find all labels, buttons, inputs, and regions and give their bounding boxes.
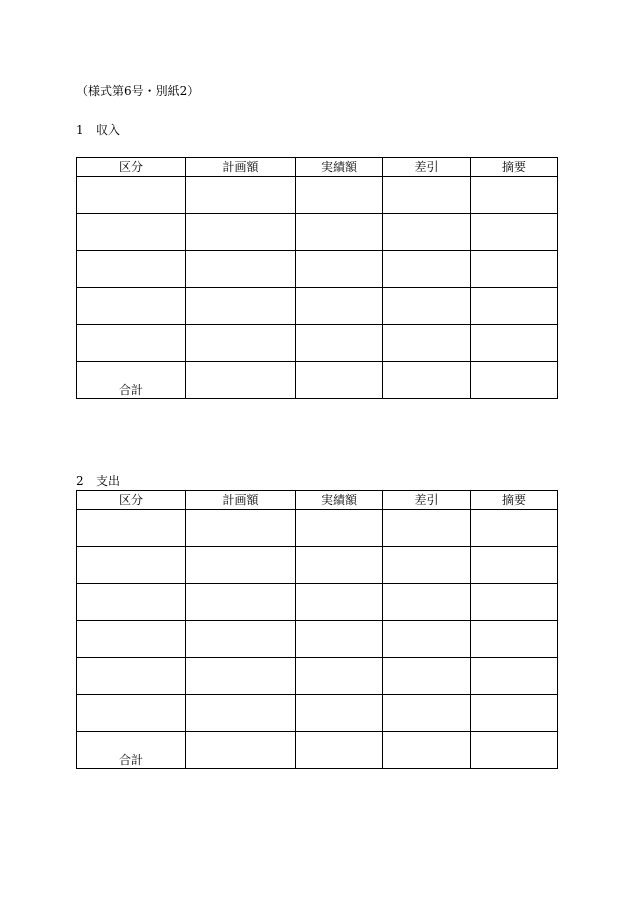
table-cell[interactable] xyxy=(186,658,296,695)
table-cell[interactable] xyxy=(471,362,558,399)
table-row xyxy=(77,658,558,695)
income-header-row xyxy=(77,158,558,177)
table-cell[interactable] xyxy=(383,658,471,695)
table-cell[interactable] xyxy=(471,214,558,251)
table-cell[interactable] xyxy=(471,251,558,288)
table-cell[interactable] xyxy=(471,732,558,769)
table-cell[interactable] xyxy=(186,325,296,362)
table-cell[interactable] xyxy=(77,658,186,695)
expense-header-planned: 計画額 xyxy=(186,491,296,510)
form-identifier: （様式第6号・別紙2） xyxy=(76,84,200,98)
table-cell[interactable] xyxy=(471,658,558,695)
table-cell[interactable] xyxy=(296,621,383,658)
table-cell[interactable] xyxy=(471,325,558,362)
table-cell[interactable] xyxy=(77,325,186,362)
table-cell[interactable] xyxy=(383,584,471,621)
table-cell[interactable] xyxy=(383,732,471,769)
table-row xyxy=(77,251,558,288)
table-cell[interactable] xyxy=(383,695,471,732)
table-cell[interactable] xyxy=(186,732,296,769)
table-cell[interactable] xyxy=(296,177,383,214)
income-section-number: 1 xyxy=(76,123,84,137)
table-cell[interactable] xyxy=(186,251,296,288)
table-cell[interactable] xyxy=(471,177,558,214)
income-section-title xyxy=(76,123,120,137)
expense-total-row xyxy=(77,732,558,769)
table-cell[interactable] xyxy=(383,214,471,251)
table-cell[interactable] xyxy=(77,547,186,584)
table-cell[interactable] xyxy=(471,621,558,658)
expense-total-label: 合計 xyxy=(77,732,186,769)
table-row xyxy=(77,325,558,362)
table-cell[interactable] xyxy=(296,547,383,584)
table-cell[interactable] xyxy=(296,510,383,547)
table-row xyxy=(77,177,558,214)
table-cell[interactable] xyxy=(471,584,558,621)
expense-header-actual: 実績額 xyxy=(296,491,383,510)
table-cell[interactable] xyxy=(296,695,383,732)
table-cell[interactable] xyxy=(471,510,558,547)
income-total-label: 合計 xyxy=(77,362,186,399)
table-cell[interactable] xyxy=(77,621,186,658)
table-cell[interactable] xyxy=(77,695,186,732)
expense-table xyxy=(76,490,558,769)
income-header-remarks: 摘要 xyxy=(471,158,558,177)
table-row xyxy=(77,584,558,621)
table-cell[interactable] xyxy=(186,510,296,547)
income-header-difference: 差引 xyxy=(383,158,471,177)
table-cell[interactable] xyxy=(186,584,296,621)
table-cell[interactable] xyxy=(383,362,471,399)
income-total-row xyxy=(77,362,558,399)
table-row xyxy=(77,510,558,547)
table-cell[interactable] xyxy=(383,510,471,547)
table-cell[interactable] xyxy=(186,214,296,251)
income-section-label: 収入 xyxy=(96,123,121,137)
expense-header-category: 区分 xyxy=(77,491,186,510)
expense-header-difference: 差引 xyxy=(383,491,471,510)
table-cell[interactable] xyxy=(186,177,296,214)
table-cell[interactable] xyxy=(77,584,186,621)
table-cell[interactable] xyxy=(296,325,383,362)
table-cell[interactable] xyxy=(296,584,383,621)
table-cell[interactable] xyxy=(471,695,558,732)
expense-section-label: 支出 xyxy=(96,474,121,488)
table-cell[interactable] xyxy=(186,621,296,658)
table-cell[interactable] xyxy=(77,288,186,325)
income-header-planned: 計画額 xyxy=(186,158,296,177)
table-cell[interactable] xyxy=(77,177,186,214)
table-cell[interactable] xyxy=(77,251,186,288)
income-table xyxy=(76,157,558,399)
expense-header-remarks: 摘要 xyxy=(471,491,558,510)
table-cell[interactable] xyxy=(471,547,558,584)
table-cell[interactable] xyxy=(77,214,186,251)
table-cell[interactable] xyxy=(77,510,186,547)
table-cell[interactable] xyxy=(296,658,383,695)
table-cell[interactable] xyxy=(383,251,471,288)
table-cell[interactable] xyxy=(383,547,471,584)
expense-section-number: 2 xyxy=(76,474,84,488)
table-cell[interactable] xyxy=(186,362,296,399)
table-cell[interactable] xyxy=(383,621,471,658)
table-cell[interactable] xyxy=(296,362,383,399)
table-cell[interactable] xyxy=(296,251,383,288)
table-row xyxy=(77,695,558,732)
table-cell[interactable] xyxy=(296,214,383,251)
table-cell[interactable] xyxy=(186,288,296,325)
table-cell[interactable] xyxy=(383,177,471,214)
income-header-actual: 実績額 xyxy=(296,158,383,177)
expense-header-row xyxy=(77,491,558,510)
table-cell[interactable] xyxy=(383,288,471,325)
table-cell[interactable] xyxy=(186,547,296,584)
table-cell[interactable] xyxy=(296,732,383,769)
table-cell[interactable] xyxy=(471,288,558,325)
table-cell[interactable] xyxy=(383,325,471,362)
table-cell[interactable] xyxy=(296,288,383,325)
expense-section-title xyxy=(76,474,120,488)
table-row xyxy=(77,621,558,658)
income-header-category: 区分 xyxy=(77,158,186,177)
table-row xyxy=(77,547,558,584)
table-row xyxy=(77,214,558,251)
table-cell[interactable] xyxy=(186,695,296,732)
table-row xyxy=(77,288,558,325)
